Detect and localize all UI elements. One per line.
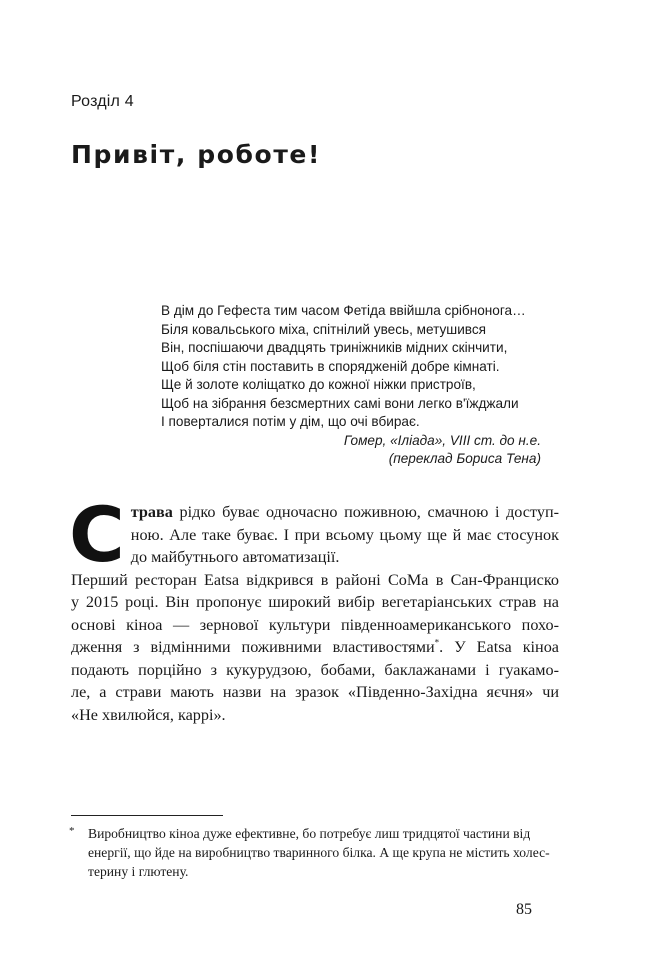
body-line xyxy=(71,501,559,524)
epigraph-line: Ще й золоте коліщатко до кожної ніжки пристроїв, xyxy=(161,377,476,392)
lead-word: трава xyxy=(130,503,173,521)
epigraph-line: Він, поспішаючи двадцять триніжників мідних скінчити, xyxy=(161,340,508,355)
footnote-line: терину і глютену. xyxy=(88,864,189,879)
drop-cap: С xyxy=(69,490,125,579)
body-line xyxy=(71,636,559,659)
chapter-title: Привіт, роботе! xyxy=(71,140,321,169)
body-line: ле, а страви мають назви на зразок «Південно-Західна яєчня» чи xyxy=(71,683,559,701)
chapter-label: Розділ 4 xyxy=(71,93,134,110)
body-line-text: рідко буває одночасно поживною, смачною і доступ- xyxy=(172,503,559,521)
body-line: «Не хвилюйся, каррі». xyxy=(71,705,226,724)
epigraph-translation: (переклад Бориса Тена) xyxy=(388,451,541,466)
body-line: Перший ресторан Eatsa відкрився в районі СоМа в Сан-Франциско xyxy=(71,570,559,589)
body-line: ною. Але таке буває. І при всьому цьому ще й має стосунок xyxy=(130,525,559,544)
body-line-text: дження з відмінними поживними властивостями xyxy=(71,638,435,656)
footnote-line: Виробництво кіноа дуже ефективне, бо потребує лиш тридцятої частини від xyxy=(88,826,531,841)
body-line: подають порційно з кукурудзою, бобами, баклажанами і гуакамо- xyxy=(71,660,559,679)
body-line: до майбутнього автоматизації. xyxy=(130,548,340,566)
epigraph-attribution: Гомер, «Іліада», VIII ст. до н.е. xyxy=(343,432,541,448)
body-paragraphs xyxy=(69,490,559,726)
epigraph xyxy=(161,302,541,469)
footnote-reference[interactable]: * xyxy=(434,637,440,648)
footnote-marker: * xyxy=(69,825,75,837)
footnote-divider xyxy=(71,815,223,816)
epigraph-line: В дім до Гефеста тим часом Фетіда ввійшла срібнонога… xyxy=(161,303,526,318)
epigraph-line: Щоб біля стін поставить в спорядженій добре кімнаті. xyxy=(161,358,500,374)
body-line-text: . У Eatsa кіноа xyxy=(439,638,559,656)
body-line: основі кіноа — зернової культури південноамериканського похо- xyxy=(71,615,559,634)
footnote xyxy=(71,824,561,881)
epigraph-line: І поверталися потім у дім, що очі вбирає. xyxy=(161,414,420,429)
body-line: у 2015 році. Він пропонує широкий вибір вегетаріанських страв на xyxy=(71,593,559,611)
footnote-line: енергії, що йде на виробництво тваринного білка. А ще крупа не містить холес- xyxy=(88,845,550,860)
page-number: 85 xyxy=(516,901,532,918)
epigraph-line: Щоб на зібрання безсмертних самі вони легко в'їжджали xyxy=(161,395,519,411)
epigraph-line: Біля ковальського міха, спітнілий увесь, метушився xyxy=(161,321,487,337)
